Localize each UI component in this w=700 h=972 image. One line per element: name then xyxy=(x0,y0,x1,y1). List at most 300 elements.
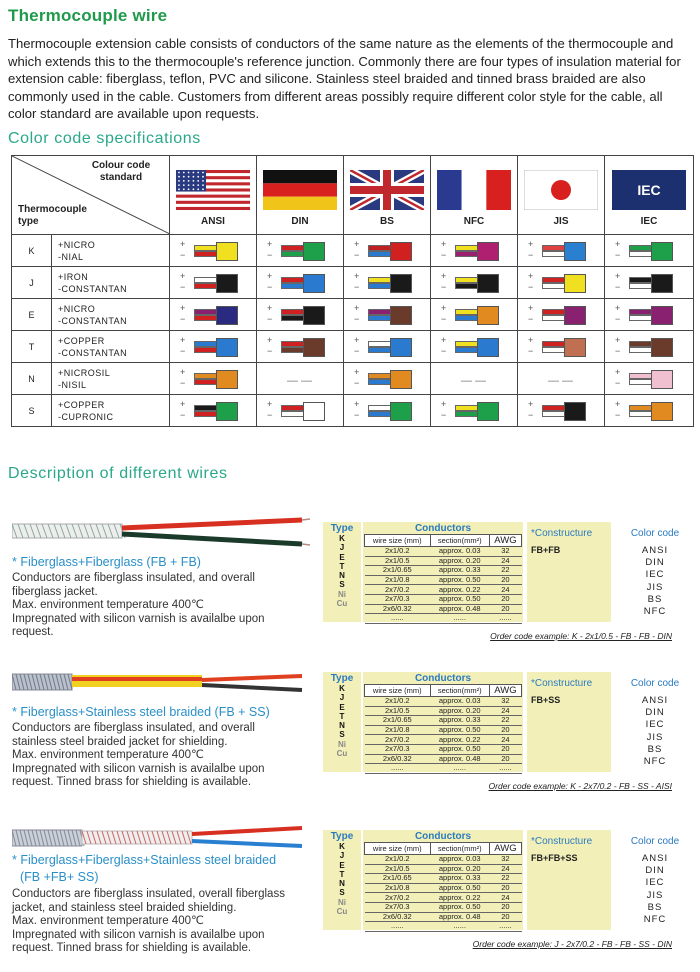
type-letter: Cu xyxy=(336,599,348,609)
wire-swatch: + − xyxy=(257,299,344,331)
wire-size-header: wire size (mm) xyxy=(365,535,431,547)
cable-photo xyxy=(12,660,312,710)
table-row xyxy=(365,735,522,745)
table-cell: 24 xyxy=(489,893,521,903)
description-line: request. Tinned brass for shielding is available. xyxy=(12,776,252,788)
color-code-item: NFC xyxy=(643,914,667,926)
description-line: Conductors are fiberglass insulated, overall fiberglass xyxy=(12,888,285,900)
table-cell: 20 xyxy=(489,883,521,893)
table-row xyxy=(365,697,522,707)
order-code-example: Order code example: K - 2x7/0.2 - FB - SS - AISI xyxy=(488,781,672,791)
type-letter: N xyxy=(339,721,345,731)
color-code-table xyxy=(11,155,694,427)
type-label: Type xyxy=(330,831,354,842)
wire-swatch-none: — — xyxy=(518,363,605,395)
table-row xyxy=(365,874,522,884)
svg-text:IEC: IEC xyxy=(637,181,661,198)
color-code-item: JIS xyxy=(646,889,664,901)
table-cell: 32 xyxy=(489,855,521,865)
description-line: jacket, and stainless steel braided shielding. xyxy=(12,901,237,914)
standard-label: JIS xyxy=(553,215,569,227)
table-cell: approx. 0.33 xyxy=(430,716,489,726)
wire-swatch: + − xyxy=(170,299,257,331)
wire-swatch: + − xyxy=(431,299,518,331)
table-cell: 2x1/0.5 xyxy=(365,864,431,874)
type-box xyxy=(323,672,361,772)
color-code-item: IEC xyxy=(645,569,665,581)
color-code-item: JIS xyxy=(646,731,664,743)
table-cell: 20 xyxy=(489,754,521,764)
color-code-item: ANSI xyxy=(641,695,669,706)
standard-iec xyxy=(605,156,694,235)
wire-swatch: + − xyxy=(344,267,431,299)
description-line: Impregnated with silicon varnish is availalbe upon xyxy=(12,762,265,775)
wire-swatch: + − xyxy=(431,395,518,427)
table-cell: approx. 0.50 xyxy=(430,883,489,893)
color-code-item: IEC xyxy=(645,719,665,731)
table-cell: 24 xyxy=(489,735,521,745)
wire-description xyxy=(12,722,312,790)
table-row xyxy=(365,614,522,624)
table-cell: ...... xyxy=(365,764,431,774)
order-code-example: Order code example: J - 2x7/0.2 - FB - FB - SS - DIN xyxy=(472,939,672,949)
type-letter: K xyxy=(339,534,345,543)
description-line: stainless steel braided jacket for shielding. xyxy=(12,735,228,748)
conductors-label: Conductors xyxy=(414,673,472,684)
table-cell: 2x1/0.65 xyxy=(365,566,431,576)
table-cell: approx. 0.50 xyxy=(430,744,489,754)
wire-swatch: + − xyxy=(518,395,605,427)
thermocouple-row xyxy=(12,235,694,267)
color-code-item: BS xyxy=(647,593,663,605)
table-cell: 20 xyxy=(489,594,521,604)
standard-label: ANSI xyxy=(201,215,225,227)
color-code-label: Color code xyxy=(630,528,680,539)
type-letter: N xyxy=(339,879,345,889)
color-code-label: Color code xyxy=(630,678,680,689)
description-line: request. Tinned brass for shielding is available. xyxy=(12,942,252,954)
construction-value: FB+FB xyxy=(531,545,561,555)
wire-swatch: + − xyxy=(344,363,431,395)
wire-swatch: + − xyxy=(431,235,518,267)
table-cell: approx. 0.48 xyxy=(430,604,489,614)
type-letter: T xyxy=(339,561,345,571)
type-label: Type xyxy=(330,523,354,534)
awg-header: AWG xyxy=(489,685,521,697)
standard-bs xyxy=(344,156,431,235)
table-row xyxy=(365,725,522,735)
wire-section xyxy=(0,660,700,810)
thermocouple-row xyxy=(12,299,694,331)
wire-swatch: + − xyxy=(170,363,257,395)
table-cell: 2x1/0.5 xyxy=(365,556,431,566)
wire-swatch: + − xyxy=(344,235,431,267)
description-line: Impregnated with silicon varnish is availalbe upon xyxy=(12,612,265,625)
conductors-table xyxy=(364,684,522,774)
conductor-names xyxy=(52,331,170,363)
conductors-label: Conductors xyxy=(414,831,472,842)
table-cell: approx. 0.50 xyxy=(430,902,489,912)
type-letter: N xyxy=(12,363,52,395)
table-cell: approx. 0.33 xyxy=(430,874,489,884)
type-box xyxy=(323,522,361,622)
table-cell: 2x7/0.2 xyxy=(365,735,431,745)
standard-label: IEC xyxy=(640,215,658,227)
color-code-item: BS xyxy=(647,743,663,755)
description-section-title: Description of different wires xyxy=(8,465,228,482)
table-cell: 20 xyxy=(489,744,521,754)
wire-name: * Fiberglass+Stainless steel braided (FB + SS) xyxy=(12,705,270,719)
wire-name: * Fiberglass+Fiberglass+Stainless steel braided xyxy=(12,853,277,867)
table-cell: 2x1/0.5 xyxy=(365,706,431,716)
table-cell: approx. 0.03 xyxy=(430,547,489,557)
description-line: Conductors are fiberglass insulated, and overall xyxy=(12,722,255,734)
table-row xyxy=(365,706,522,716)
conductors-table xyxy=(364,534,522,624)
thermocouple-row xyxy=(12,267,694,299)
table-row xyxy=(365,556,522,566)
construction-label: *Constructure xyxy=(531,528,593,539)
positive-conductor: +NICRO xyxy=(58,303,96,314)
table-cell: ...... xyxy=(365,922,431,932)
wire-swatch: + − xyxy=(170,331,257,363)
thermocouple-type-header: Thermocouple type xyxy=(18,204,87,227)
section-header: section(mm²) xyxy=(430,685,489,697)
conductors-box xyxy=(363,522,523,622)
type-letter: T xyxy=(339,711,345,721)
table-cell: 2x1/0.2 xyxy=(365,855,431,865)
wire-swatch: + − xyxy=(257,331,344,363)
type-label: Type xyxy=(330,673,354,684)
table-cell: 2x1/0.8 xyxy=(365,575,431,585)
table-row xyxy=(365,754,522,764)
wire-swatch: + − xyxy=(518,235,605,267)
construction-label: *Constructure xyxy=(531,678,593,689)
table-cell: 2x1/0.2 xyxy=(365,547,431,557)
thermocouple-row xyxy=(12,395,694,427)
table-cell: 24 xyxy=(489,585,521,595)
type-letter: Ni xyxy=(338,739,346,749)
wire-swatch: + − xyxy=(518,299,605,331)
table-cell: 2x6/0.32 xyxy=(365,912,431,922)
wire-swatch: + − xyxy=(605,267,694,299)
iec-logo-icon xyxy=(612,170,686,210)
table-cell: 2x1/0.2 xyxy=(365,697,431,707)
table-row xyxy=(365,922,522,932)
wire-section xyxy=(0,818,700,968)
table-row xyxy=(365,575,522,585)
table-cell: approx. 0.20 xyxy=(430,864,489,874)
table-cell: 2x7/0.3 xyxy=(365,594,431,604)
uk-flag-icon xyxy=(350,170,424,210)
table-cell: 20 xyxy=(489,912,521,922)
table-cell: approx. 0.22 xyxy=(430,585,489,595)
page-title: Thermocouple wire xyxy=(8,6,168,25)
table-row xyxy=(365,893,522,903)
table-cell: 24 xyxy=(489,706,521,716)
type-letter: T xyxy=(339,869,345,879)
wire-swatch: + − xyxy=(344,395,431,427)
conductors-label: Conductors xyxy=(414,523,472,534)
type-letter: E xyxy=(339,552,345,562)
positive-conductor: +NICRO xyxy=(58,239,96,250)
type-letter: E xyxy=(339,860,345,870)
table-cell: approx. 0.48 xyxy=(430,754,489,764)
wire-swatch: + − xyxy=(605,235,694,267)
table-cell: ...... xyxy=(489,764,521,774)
description-line: Max. environment temperature 400℃ xyxy=(12,915,204,927)
germany-flag-icon xyxy=(263,170,337,210)
table-row xyxy=(365,902,522,912)
colour-code-standard-header: Colour code standard xyxy=(91,160,151,183)
wire-swatch: + − xyxy=(431,331,518,363)
description-line: Max. environment temperature 400℃ xyxy=(12,749,204,761)
table-row xyxy=(365,594,522,604)
type-box xyxy=(323,830,361,930)
table-cell: ...... xyxy=(365,614,431,624)
table-row xyxy=(365,864,522,874)
wire-swatch: + − xyxy=(605,395,694,427)
wire-size-header: wire size (mm) xyxy=(365,685,431,697)
standard-nfc xyxy=(431,156,518,235)
wire-swatch: + − xyxy=(170,235,257,267)
type-letter: S xyxy=(339,888,345,898)
table-cell: 32 xyxy=(489,697,521,707)
table-cell: approx. 0.22 xyxy=(430,735,489,745)
standard-jis xyxy=(518,156,605,235)
type-letter: J xyxy=(339,851,345,861)
type-letter: S xyxy=(339,730,345,740)
table-row xyxy=(365,883,522,893)
table-cell: 2x1/0.8 xyxy=(365,883,431,893)
table-cell: ...... xyxy=(430,764,489,774)
table-cell: approx. 0.03 xyxy=(430,697,489,707)
table-cell: 2x7/0.2 xyxy=(365,585,431,595)
wire-size-header: wire size (mm) xyxy=(365,843,431,855)
wire-section xyxy=(0,510,700,660)
wire-swatch: + − xyxy=(518,331,605,363)
wire-swatch: + − xyxy=(170,267,257,299)
wire-swatch: + − xyxy=(170,395,257,427)
section-header: section(mm²) xyxy=(430,535,489,547)
negative-conductor: -CONSTANTAN xyxy=(58,347,128,358)
table-cell: approx. 0.03 xyxy=(430,855,489,865)
type-letter: Cu xyxy=(336,749,348,759)
table-cell: approx. 0.33 xyxy=(430,566,489,576)
thermocouple-row xyxy=(12,363,694,395)
standard-label: DIN xyxy=(291,215,309,227)
wire-swatch: + − xyxy=(605,331,694,363)
table-cell: 20 xyxy=(489,575,521,585)
type-letter: Ni xyxy=(338,589,346,599)
table-cell: approx. 0.50 xyxy=(430,725,489,735)
color-code-item: NFC xyxy=(643,756,667,768)
description-line: Impregnated with silicon varnish is availalbe upon xyxy=(12,928,265,941)
color-code-item: IEC xyxy=(645,877,665,889)
table-cell: 22 xyxy=(489,716,521,726)
table-cell: 22 xyxy=(489,874,521,884)
wire-swatch-none: — — xyxy=(257,363,344,395)
conductor-names xyxy=(52,299,170,331)
color-code-item: JIS xyxy=(646,581,664,593)
color-code-item: DIN xyxy=(645,707,665,719)
awg-header: AWG xyxy=(489,843,521,855)
table-cell: 2x7/0.3 xyxy=(365,744,431,754)
wire-swatch: + − xyxy=(257,235,344,267)
table-cell: approx. 0.50 xyxy=(430,575,489,585)
france-flag-icon xyxy=(437,170,511,210)
construction-value: FB+SS xyxy=(531,695,561,705)
type-letter: K xyxy=(12,235,52,267)
table-corner xyxy=(12,156,170,235)
positive-conductor: +NICROSIL xyxy=(58,367,111,378)
thermocouple-row xyxy=(12,331,694,363)
wire-swatch: + − xyxy=(431,267,518,299)
construction-value: FB+FB+SS xyxy=(531,853,578,863)
conductors-table xyxy=(364,842,522,932)
table-cell: 20 xyxy=(489,725,521,735)
table-cell: approx. 0.22 xyxy=(430,893,489,903)
table-cell: approx. 0.20 xyxy=(430,706,489,716)
wire-description xyxy=(12,888,312,956)
type-letter: J xyxy=(339,693,345,703)
color-code-item: BS xyxy=(647,901,663,913)
standard-din xyxy=(257,156,344,235)
wire-swatch: + − xyxy=(605,299,694,331)
type-letter: S xyxy=(12,395,52,427)
wire-swatch: + − xyxy=(344,331,431,363)
standard-label: BS xyxy=(380,215,394,227)
table-row xyxy=(365,764,522,774)
table-cell: 2x7/0.2 xyxy=(365,893,431,903)
construction-box xyxy=(527,522,611,622)
table-cell: approx. 0.20 xyxy=(430,556,489,566)
table-cell: ...... xyxy=(489,922,521,932)
type-letter: Ni xyxy=(338,897,346,907)
table-row xyxy=(365,744,522,754)
wire-swatch: + − xyxy=(518,267,605,299)
wire-swatch-none: — — xyxy=(431,363,518,395)
table-cell: 32 xyxy=(489,547,521,557)
type-letter: E xyxy=(339,702,345,712)
negative-conductor: -CONSTANTAN xyxy=(58,283,128,294)
type-letter: T xyxy=(12,331,52,363)
description-line: fiberglass jacket. xyxy=(12,585,98,598)
awg-header: AWG xyxy=(489,535,521,547)
wire-swatch: + − xyxy=(257,395,344,427)
table-cell: 2x1/0.65 xyxy=(365,874,431,884)
color-code-item: DIN xyxy=(645,557,665,569)
table-row xyxy=(365,912,522,922)
conductor-names xyxy=(52,267,170,299)
negative-conductor: -NISIL xyxy=(58,379,87,390)
color-code-item: DIN xyxy=(645,865,665,877)
intro-paragraph: Thermocouple extension cable consists of conductors of the same nature as the elements of the thermocouple and which extends this to the thermocouple's reference junction. Commonly there are four types of insulation material for extension cable: fiberglass, teflon, PVC and silicone. Stainless steel braided and tinned brass braided are also commonly used in the cable. Customers from different areas possibly require different color style for the cable, all color standard are available upon requests. xyxy=(8,36,681,121)
table-cell: approx. 0.48 xyxy=(430,912,489,922)
color-code-list xyxy=(617,830,693,926)
table-cell: 2x7/0.3 xyxy=(365,902,431,912)
table-row xyxy=(365,855,522,865)
cable-photo xyxy=(12,510,312,560)
type-letter: E xyxy=(12,299,52,331)
table-cell: 2x6/0.32 xyxy=(365,754,431,764)
table-cell: 20 xyxy=(489,604,521,614)
order-code-example: Order code example: K - 2x1/0.5 - FB - FB - DIN xyxy=(490,631,672,641)
construction-label: *Constructure xyxy=(531,836,593,847)
section-header: section(mm²) xyxy=(430,843,489,855)
standard-label: NFC xyxy=(463,215,485,227)
negative-conductor: -CONSTANTAN xyxy=(58,315,128,326)
table-row xyxy=(365,547,522,557)
type-letter: K xyxy=(339,842,345,851)
table-cell: 20 xyxy=(489,902,521,912)
construction-box xyxy=(527,672,611,772)
table-cell: 24 xyxy=(489,556,521,566)
color-code-list xyxy=(617,672,693,768)
conductor-names xyxy=(52,235,170,267)
wire-name: * Fiberglass+Fiberglass (FB + FB) xyxy=(12,555,201,569)
table-cell: approx. 0.50 xyxy=(430,594,489,604)
wire-swatch: + − xyxy=(605,363,694,395)
negative-conductor: -NIAL xyxy=(58,251,84,262)
table-cell: 24 xyxy=(489,864,521,874)
description-line: Conductors are fiberglass insulated, and overall xyxy=(12,572,255,584)
table-cell: 2x1/0.8 xyxy=(365,725,431,735)
positive-conductor: +IRON xyxy=(58,271,89,282)
standard-ansi xyxy=(170,156,257,235)
type-letter: Cu xyxy=(336,907,348,917)
wire-swatch: + − xyxy=(257,267,344,299)
table-row xyxy=(365,604,522,614)
color-code-item: NFC xyxy=(643,606,667,618)
color-code-item: ANSI xyxy=(641,853,669,864)
table-row xyxy=(365,716,522,726)
conductors-box xyxy=(363,830,523,930)
type-letter: K xyxy=(339,684,345,693)
table-cell: ...... xyxy=(489,614,521,624)
description-line: request. xyxy=(12,626,54,638)
table-cell: ...... xyxy=(430,922,489,932)
conductors-box xyxy=(363,672,523,772)
conductor-names xyxy=(52,395,170,427)
type-letter: J xyxy=(339,543,345,553)
type-letter: J xyxy=(12,267,52,299)
usa-flag-icon xyxy=(176,170,250,210)
table-cell: 22 xyxy=(489,566,521,576)
type-letter: N xyxy=(339,571,345,581)
color-code-list xyxy=(617,522,693,618)
description-line: Max. environment temperature 400℃ xyxy=(12,599,204,611)
positive-conductor: +COPPER xyxy=(58,399,105,410)
table-cell: ...... xyxy=(430,614,489,624)
table-cell: 2x1/0.65 xyxy=(365,716,431,726)
wire-swatch: + − xyxy=(344,299,431,331)
japan-flag-icon xyxy=(524,170,598,210)
table-row xyxy=(365,585,522,595)
positive-conductor: +COPPER xyxy=(58,335,105,346)
wire-name-2: (FB +FB+ SS) xyxy=(20,870,99,884)
color-code-item: ANSI xyxy=(641,545,669,556)
type-letter: S xyxy=(339,580,345,590)
conductor-names xyxy=(52,363,170,395)
table-cell: 2x6/0.32 xyxy=(365,604,431,614)
color-code-label: Color code xyxy=(630,836,680,847)
construction-box xyxy=(527,830,611,930)
table-row xyxy=(365,566,522,576)
negative-conductor: -CUPRONIC xyxy=(58,411,114,422)
color-section-title: Color code specifications xyxy=(8,130,201,147)
wire-description xyxy=(12,572,312,640)
